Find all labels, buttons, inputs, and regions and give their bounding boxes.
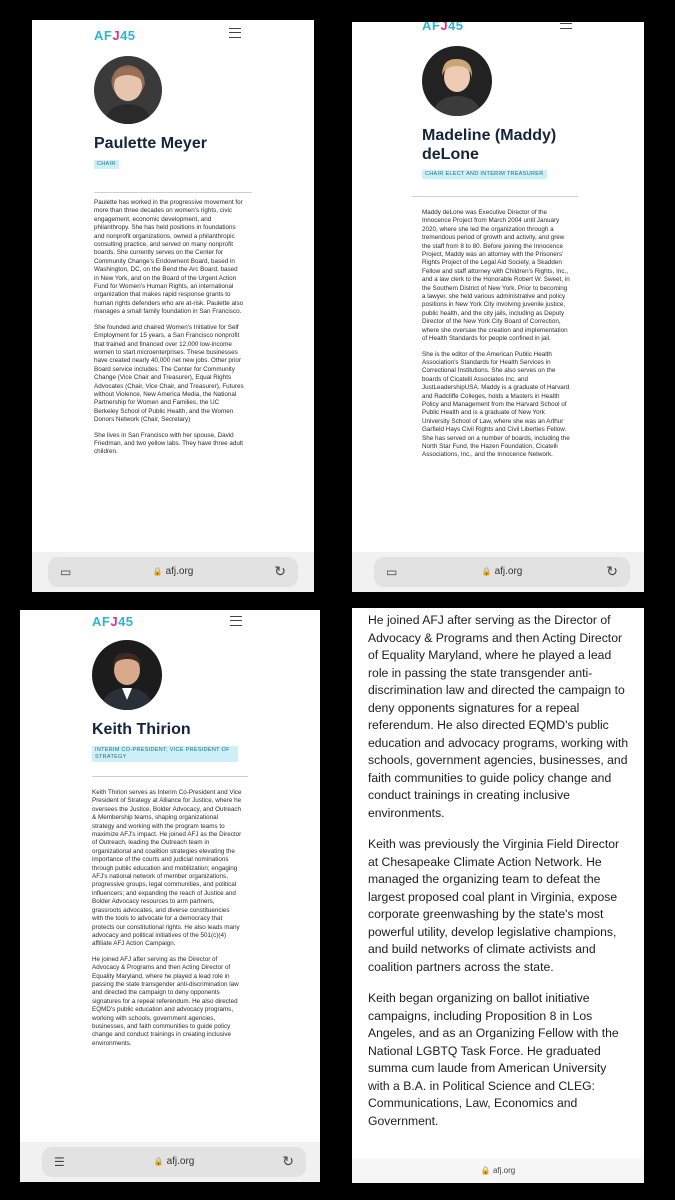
screenshot-panel-keith-bio-zoomed <box>352 608 644 1183</box>
address-field[interactable]: ☰ 🔒 afj.org ↻ <box>42 1147 306 1177</box>
afj-logo[interactable]: AFJ45 <box>92 614 134 629</box>
bio-text: Paulette has worked in the progressive movement for more than three decades on women's rights, civic engagement, economic development, and philanthropy. She has held positions in foundations and nonprofit organizations, owned a philanthropic consulting practice, and served on many nonprofit boards. She currently serves on the Center for Community Change's Endowment Board, based in Washington, DC, on the Bend the Arc Board, based in New York, and on the Board of the Urgent Action Fund for Women's Human Rights, an international organization that makes rapid response grants to human rights defenders who are at-risk. Paulette also manages a small family foundation in San Francisco. She founded and chaired Women's Initiative for Self Employment for 15 years, a San Francisco nonprofit that trained and financed over 12,000 low-income women to start microenterprises. These businesses have created nearly 40,000 net new jobs. Other prior Board service includes: The Center for Community Change (Vice Chair and Treasurer), Equal Rights Advocates (Chair, Vice Chair, and Treasurer), Futures without Violence, New America Media, the National Partnership for Women and Families, the UC Berkeley School of Public Health, and the Women Donors Network (Chair, Secretary) She lives in San Francisco with her spouse, David Friedman, and two yellow labs. They have three adult children. <box>94 199 244 456</box>
role-badge: INTERIM CO-PRESIDENT, VICE PRESIDENT OF STRATEGY <box>92 746 238 762</box>
tabs-icon[interactable]: ▭ <box>386 565 398 579</box>
afj-logo[interactable]: AFJ45 <box>94 28 136 43</box>
reload-icon[interactable]: ↻ <box>606 563 618 579</box>
bio-text: Maddy deLone was Executive Director of the Innocence Project from March 2004 until January 2020, where she led the organization through a tremendous period of growth and activity, and grew the staff from 8 to 80. Before joining the Innocence Project, Maddy was an attorney with the Prisoners' Rights Project of the Legal Aid Society, a Skadden Fellow and staff attorney with Children's Rights, Inc., and a law clerk to the Honorable Robert W. Sweet, in the Southern District of New York. Prior to becoming a lawyer, she held various administrative and policy positions in New York City involving juvenile justice, public health, and the city jails, including as Deputy Director of the New York City Board of Correction, where she oversaw the creation and implementation of Health Standards for people confined in jail. She is the editor of the American Public Health Association's Standards for Health Services in Correctional Institutions. She also serves on the boards of Cicatelli Associates Inc. and JustLeadershipUSA. Maddy is a graduate of Harvard and Radcliffe Colleges, holds a Masters in Health Policy and Management from the Harvard School of Public Health and is a graduate of New York University School of Law, where she was an Arthur Garfield Hays Civil Rights and Civil Liberties Fellow. She has served on a number of boards, including the North Star Fund, the Hazen Foundation, Cicatelli Associations, Inc., and the Innocence Network. <box>422 209 570 459</box>
bio-text: Keith Thirion serves as Interim Co-President and Vice President of Strategy at Alliance for Justice, where he oversees the Justice, Bolder Advocacy, and Outreach & Membership teams, shaping organizational strategy and working with the program teams to maximize AFJ's impact. He joined AFJ as the Director of Outreach, leading the Outreach team in organizational and coalition strategies elevating the importance of the courts and judicial nominations through public education and mobilization; engaging AFJ's national network of member organizations, progressive groups, legal communities, and political influencers; and expanding the reach of Justice and Bolder Advocacy resources to arm partners, grassroots advocates, and diverse constituencies with the tools to advocate for a democracy that protects our constitutional rights. He also leads many advocacy and political initiatives of the 501(c)(4) affiliate AFJ Action Campaign. He joined AFJ after serving as the Director of Advocacy & Programs and then Acting Director of Equality Maryland, where he played a lead role in passing the state transgender anti-discrimination law and directed the campaign to deny opponents signatures for a repeal referendum. He also directed EQMD's public education and advocacy programs, working with schools, government agencies, businesses, and faith communities to guide policy change and conduct trainings in creating inclusive environments. <box>92 789 242 1047</box>
tabs-icon[interactable]: ☰ <box>54 1155 65 1169</box>
divider <box>92 776 248 777</box>
avatar-paulette <box>94 56 162 124</box>
divider <box>94 192 252 193</box>
lock-icon: 🔒 <box>152 567 163 576</box>
lock-icon: 🔒 <box>153 1157 164 1166</box>
person-name: Madeline (Maddy) deLone <box>422 127 557 163</box>
hamburger-menu-icon[interactable] <box>560 22 572 29</box>
browser-url-bar[interactable]: 🔒 afj.org <box>352 1159 644 1183</box>
lock-icon: 🔒 <box>480 1166 493 1175</box>
avatar-keith <box>92 640 162 710</box>
hamburger-menu-icon[interactable] <box>230 616 242 626</box>
divider <box>412 196 578 197</box>
avatar-maddy <box>422 46 492 116</box>
browser-url-bar <box>20 1142 320 1182</box>
tabs-icon[interactable]: ▭ <box>60 565 72 579</box>
afj-logo[interactable]: AFJ45 <box>422 22 464 33</box>
lock-icon: 🔒 <box>481 567 492 576</box>
role-badge: CHAIR ELECT AND INTERIM TREASURER <box>422 170 547 179</box>
screenshot-panel-keith <box>20 610 320 1182</box>
screenshot-panel-maddy <box>352 22 644 592</box>
hamburger-menu-icon[interactable] <box>229 28 241 38</box>
role-badge: CHAIR <box>94 160 119 169</box>
bio-text: He joined AFJ after serving as the Director of Advocacy & Programs and then Acting Director of Equality Maryland, where he played a lead role in passing the state transgender anti-discrimination law and directed the campaign to deny opponents signatures for a repeal referendum. He also directed EQMD's public education and advocacy programs, working with schools, government agencies, businesses, and faith communities to guide policy change and conduct trainings in creating inclusive environments. Keith was previously the Virginia Field Director at Chesapeake Climate Action Network. He managed the organizing team to defeat the largest proposed coal plant in Virginia, expose corporate greenwashing by the state's most powerful utility, develop legislative champions, and build networks of climate activists and coalition partners across the state. Keith began organizing on ballot initiative campaigns, including Proposition 8 in Los Angeles, and as an Organizing Fellow with the National LGBTQ Task Force. He graduated summa cum laude from American University with a B.A. in Political Science and CLEG: Communications, Law, Economics and Government. <box>368 613 629 1128</box>
browser-url-bar <box>352 552 644 592</box>
browser-url-bar <box>32 552 314 592</box>
portrait-icon <box>92 640 162 710</box>
screenshot-panel-paulette <box>32 20 314 592</box>
reload-icon[interactable]: ↻ <box>274 563 286 579</box>
address-field[interactable]: ▭ 🔒 afj.org ↻ <box>374 557 630 587</box>
person-name: Paulette Meyer <box>94 135 207 152</box>
portrait-icon <box>94 56 162 124</box>
address-field[interactable]: ▭ 🔒 afj.org ↻ <box>48 557 298 587</box>
person-name: Keith Thirion <box>92 721 191 738</box>
portrait-icon <box>422 46 492 116</box>
reload-icon[interactable]: ↻ <box>282 1153 294 1169</box>
